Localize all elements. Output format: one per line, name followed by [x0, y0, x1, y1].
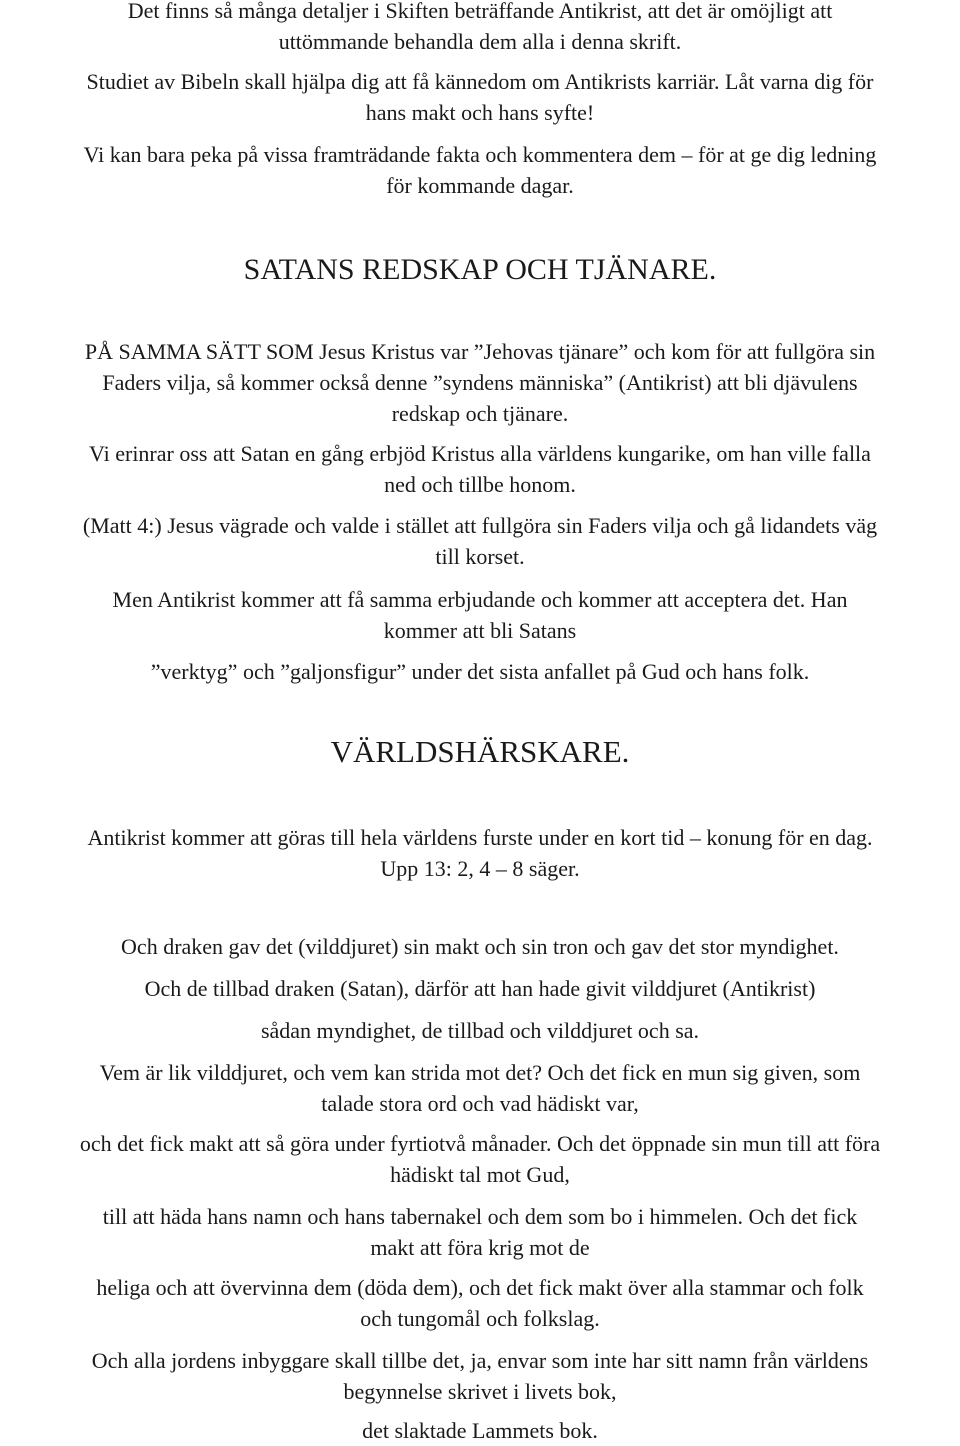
- section2-paragraph-1: [0, 822, 960, 884]
- text-line: hädiskt tal mot Gud,: [390, 1162, 570, 1187]
- text-line: kommer att bli Satans: [383, 618, 577, 643]
- text-line: ”verktyg” och ”galjonsfigur” under det sista anfallet på Gud och hans folk.: [150, 659, 810, 684]
- section1-paragraph-4: [0, 584, 960, 646]
- text-line: Studiet av Bibeln skall hjälpa dig att få kännedom om Antikrists karriär. Låt varna dig för: [86, 69, 874, 94]
- intro-paragraph-1: [0, 0, 960, 57]
- scripture-line-2: [0, 973, 960, 1004]
- text-line: till att häda hans namn och hans tabernakel och dem som bo i himmelen. Och det fick: [102, 1204, 858, 1229]
- text-line: Antikrist kommer att göras till hela världens furste under en kort tid – konung för en dag.: [87, 825, 873, 850]
- text-line: (Matt 4:) Jesus vägrade och valde i stället att fullgöra sin Faders vilja och gå lidandets väg: [82, 513, 878, 538]
- text-line: Vi kan bara peka på vissa framträdande fakta och kommentera dem – för at ge dig ledning: [83, 142, 877, 167]
- section-heading-satans-redskap: SATANS REDSKAP OCH TJÄNARE.: [243, 253, 717, 286]
- text-line: Vem är lik vilddjuret, och vem kan strida mot det? Och det fick en mun sig given, som: [99, 1060, 861, 1085]
- text-line: Det finns så många detaljer i Skiften beträffande Antikrist, att det är omöjligt att: [127, 0, 833, 23]
- scripture-paragraph-8: [0, 1345, 960, 1407]
- text-line: Faders vilja, så kommer också denne ”syndens människa” (Antikrist) att bli djävulens: [102, 370, 858, 395]
- scripture-line-9: [0, 1415, 960, 1446]
- text-line: och tungomål och folkslag.: [360, 1306, 600, 1331]
- intro-paragraph-3: [0, 139, 960, 201]
- text-line: det slaktade Lammets bok.: [362, 1418, 598, 1443]
- scripture-paragraph-6: [0, 1201, 960, 1263]
- scripture-line-1: [0, 931, 960, 962]
- scripture-paragraph-5: [0, 1128, 960, 1190]
- text-line: Men Antikrist kommer att få samma erbjudande och kommer att acceptera det. Han: [112, 587, 848, 612]
- section-heading-varldsharskare: VÄRLDSHÄRSKARE.: [330, 734, 630, 769]
- scripture-paragraph-7: [0, 1272, 960, 1334]
- section1-paragraph-1: [0, 336, 960, 429]
- text-line: uttömmande behandla dem alla i denna skrift.: [278, 29, 682, 54]
- text-line: heliga och att övervinna dem (döda dem), och det fick makt över alla stammar och folk: [96, 1275, 864, 1300]
- text-line: talade stora ord och vad hädiskt var,: [321, 1091, 639, 1116]
- text-line: hans makt och hans syfte!: [365, 100, 595, 125]
- section1-paragraph-5: [0, 656, 960, 687]
- text-line: Upp 13: 2, 4 – 8 säger.: [380, 856, 580, 881]
- text-line: ned och tillbe honom.: [384, 472, 576, 497]
- text-line: Vi erinrar oss att Satan en gång erbjöd Kristus alla världens kungarike, om han ville falla: [89, 441, 871, 466]
- scripture-line-3: [0, 1015, 960, 1046]
- section1-paragraph-3: [0, 510, 960, 572]
- text-line: PÅ SAMMA SÄTT SOM Jesus Kristus var ”Jehovas tjänare” och kom för att fullgöra sin: [84, 339, 876, 364]
- text-line: Och draken gav det (vilddjuret) sin makt och sin tron och gav det stor myndighet.: [121, 934, 839, 959]
- text-line: makt att föra krig mot de: [370, 1235, 590, 1260]
- intro-paragraph-2: [0, 66, 960, 128]
- text-line: Och de tillbad draken (Satan), därför att han hade givit vilddjuret (Antikrist): [144, 976, 816, 1001]
- text-line: till korset.: [435, 544, 525, 569]
- text-line: för kommande dagar.: [386, 173, 574, 198]
- text-line: Och alla jordens inbyggare skall tillbe det, ja, envar som inte har sitt namn från världens: [91, 1348, 869, 1373]
- text-line: redskap och tjänare.: [391, 401, 569, 426]
- text-line: sådan myndighet, de tillbad och vilddjuret och sa.: [260, 1018, 700, 1043]
- section1-paragraph-2: [0, 438, 960, 500]
- text-line: och det fick makt att så göra under fyrtiotvå månader. Och det öppnade sin mun till att föra: [79, 1131, 881, 1156]
- scripture-paragraph-4: [0, 1057, 960, 1119]
- text-line: begynnelse skrivet i livets bok,: [343, 1379, 617, 1404]
